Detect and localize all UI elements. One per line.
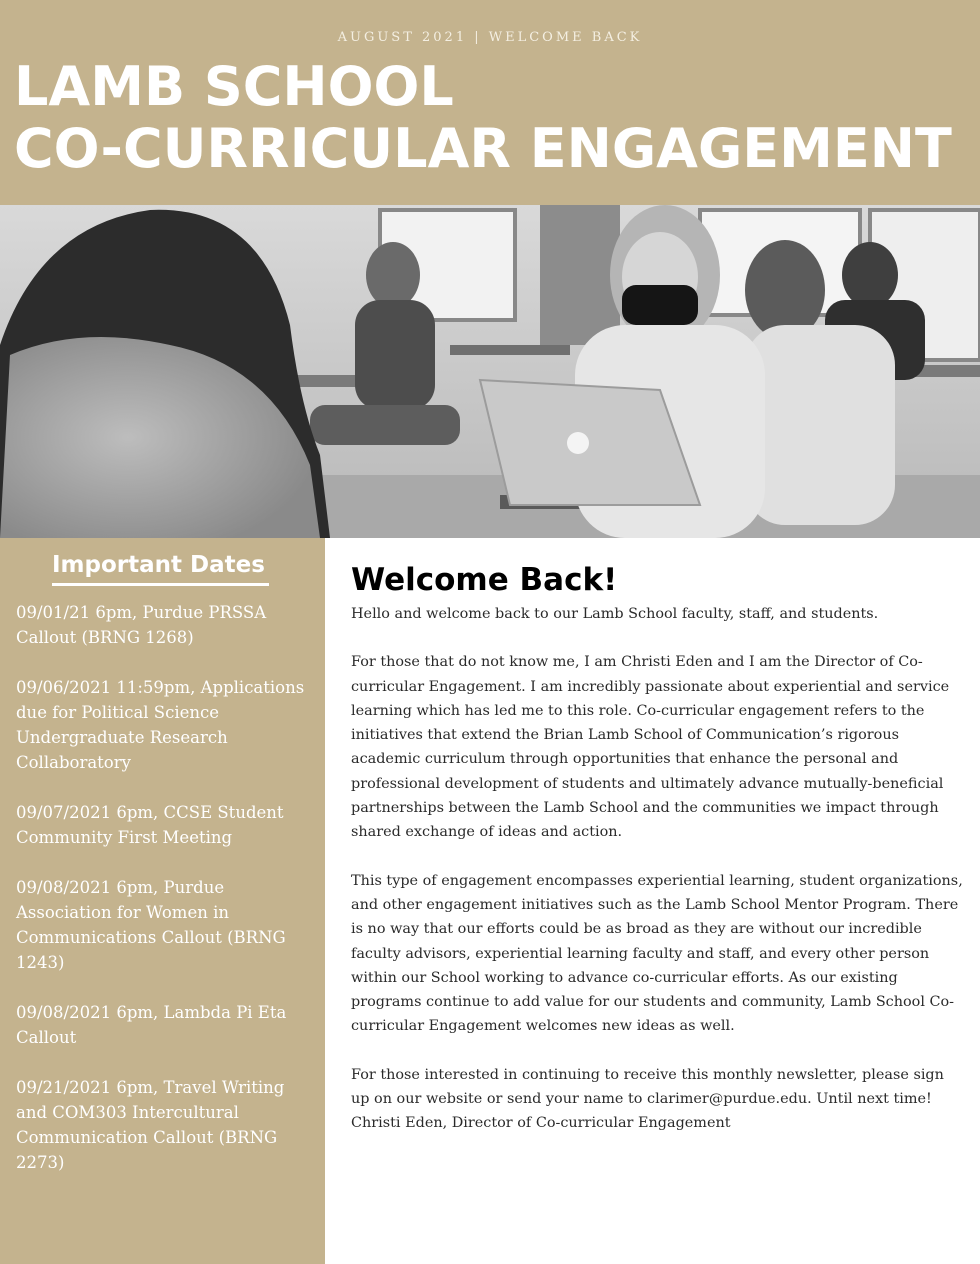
welcome-article (351, 560, 966, 1136)
paragraph: Hello and welcome back to our Lamb School faculty, staff, and students. (351, 606, 879, 622)
list-item: 09/21/2021 6pm, Travel Writing and COM303 Intercultural Communication Callout (BRNG 2273) (16, 1078, 285, 1172)
paragraph: This type of engagement encompasses experiential learning, student organizations, and other engagement initiatives such as the Lamb School Mentor Program. There is no way that our efforts could be as broad as they are without our incredible faculty advisors, experiential learning faculty and staff, and every other person within our School working to advance co-curricular efforts. As our existing programs continue to add value for our students and community, Lamb School Co-curricular Engagement welcomes new ideas as well. (351, 872, 963, 1035)
newsletter-title (14, 56, 952, 180)
list-item: 09/08/2021 6pm, Purdue Association for Women in Communications Callout (BRNG 1243) (16, 878, 286, 972)
paragraph: For those interested in continuing to receive this monthly newsletter, please sign up on our website or send your name to clarimer@purdue.edu. Until next time! (351, 1066, 944, 1108)
article-heading: Welcome Back! (351, 562, 618, 598)
signature: Christi Eden, Director of Co-curricular Engagement (351, 1115, 731, 1132)
title-line-1: LAMB SCHOOL (14, 55, 454, 118)
list-item: 09/06/2021 11:59pm, Applications due for Political Science Undergraduate Research Collaboratory (16, 678, 305, 772)
list-item: 09/01/21 6pm, Purdue PRSSA Callout (BRNG 1268) (16, 603, 267, 647)
article-body (351, 602, 966, 1136)
important-dates-heading: Important Dates (52, 552, 265, 578)
newsletter-header (0, 0, 980, 205)
issue-kicker: AUGUST 2021 | WELCOME BACK (337, 30, 643, 45)
dates-list (16, 600, 316, 1200)
list-item: 09/08/2021 6pm, Lambda Pi Eta Callout (16, 1003, 287, 1047)
paragraph: For those that do not know me, I am Christi Eden and I am the Director of Co-curricular Engagement. I am incredibly passionate about experiential and service learning which has led me to this role. Co-curricular engagement refers to the initiatives that extend the Brian Lamb School of Communication’s rigorous academic curriculum through opportunities that enhance the personal and professional development of students and ultimately advance mutually-beneficial partnerships between the Lamb School and the communities we impact through shared exchange of ideas and action. (351, 654, 950, 841)
title-line-2: CO-CURRICULAR ENGAGEMENT (14, 117, 952, 180)
heading-underline (52, 583, 269, 586)
classroom-photo (0, 205, 980, 538)
list-item: 09/07/2021 6pm, CCSE Student Community First Meeting (16, 803, 284, 847)
